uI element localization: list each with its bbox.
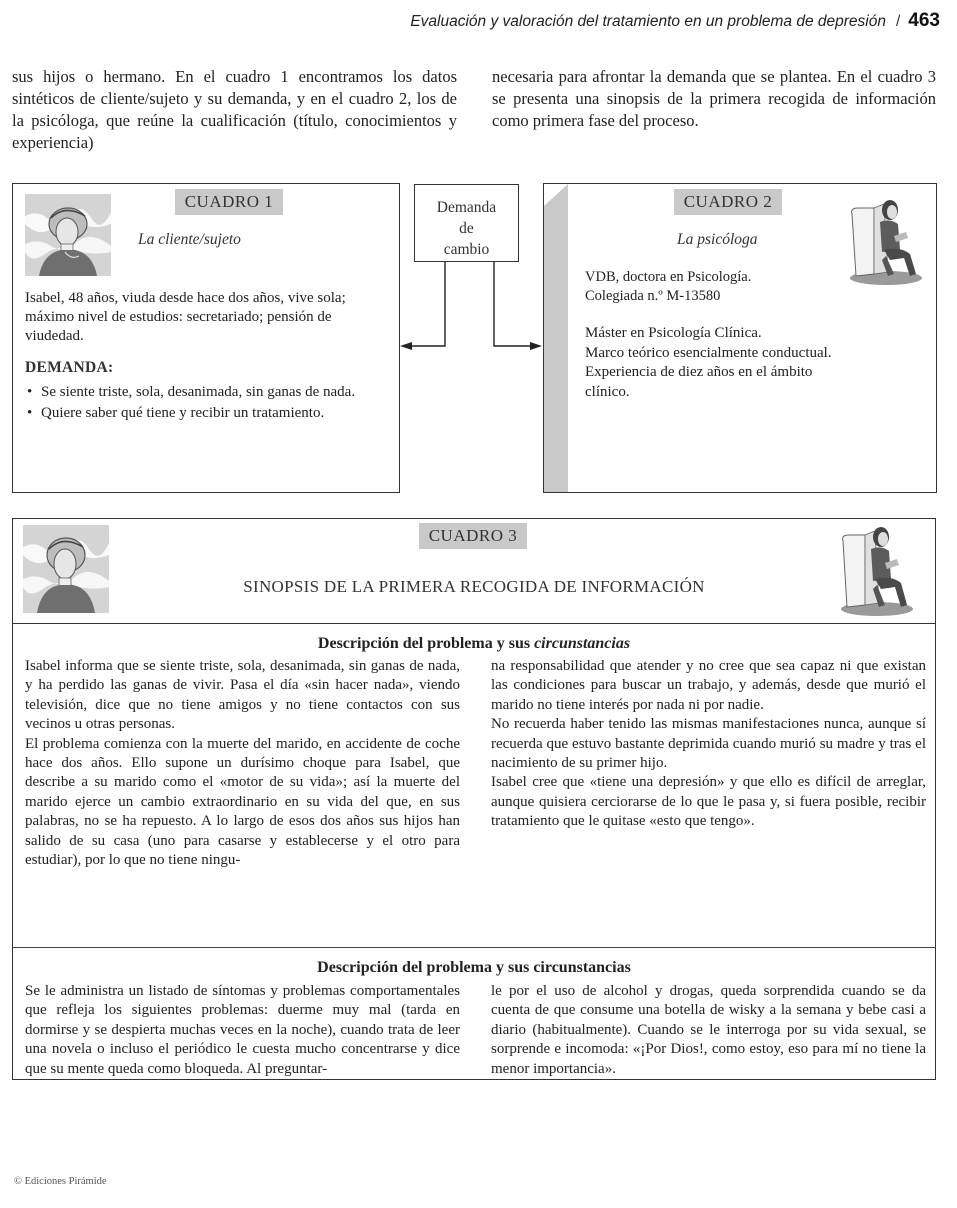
psychologist-registration: Colegiada n.º M-13580	[585, 288, 721, 304]
intro-right-text: necesaria para afrontar la demanda que se plantea. En el cuadro 3 se presenta una sinopsis de la primera recogida de información como primera fase del proceso.	[492, 67, 936, 130]
demanda-de-cambio-box	[414, 184, 519, 262]
section-1-right-column	[491, 657, 926, 832]
right-arrowhead-icon	[530, 342, 542, 350]
running-header-separator: /	[895, 13, 901, 30]
section-1-paragraph: Isabel cree que «tiene una depresión» y que ello es difícil de arreglar, aunque quisiera cerciorarse de lo que le pasa y, si fuera posible, recibir tratamiento que le quitase «esto que tengo».	[491, 774, 926, 830]
section-2-paragraph: Se le administra un listado de síntomas y problemas comportamentales que refleja los siguientes problemas: duerme muy mal (tarda en dormirse y se despierta muchas veces en la noche), cuando trata de leer una novela o incluso el periódico le cuesta mucho concentrarse y dice que su mente queda como bloqueda. Al preguntar-	[25, 983, 460, 1077]
left-connector-line	[406, 262, 445, 346]
section-1-paragraph: El problema comienza con la muerte del marido, en accidente de coche hace dos años. Ello supone un durísimo choque para Isabel, que describe a su marido como el «motor de su vida»; así la muerte del marido ejerce un cambio extraordinario en su vida del que, en sus palabras, no se ha repuesto. A lo largo de esos dos años sus hijos han salido de su casa (uno para casarse y establecerse y el otro para estudiar), por lo que no tiene ningu-	[25, 735, 460, 869]
section-1-title	[13, 635, 935, 653]
section-2-left-column	[25, 982, 460, 1079]
section-2-right-column	[491, 982, 926, 1079]
intro-left-column	[12, 66, 457, 154]
running-header-title: Evaluación y valoración del tratamiento en un problema de depresión	[410, 13, 886, 30]
demand-connector-arrows	[400, 260, 545, 360]
cuadro-2-label: CUADRO 2	[674, 189, 782, 215]
section-1-title-text: Descripción del problema y sus	[317, 635, 535, 652]
cuadro-3-label: CUADRO 3	[419, 523, 527, 549]
section-1-paragraph: Isabel informa que se siente triste, sola, desanimada, sin ganas de nada, y ha perdido las ganas de vivir. Pasa el día «sin hacer nada», viendo televisión, dice que no tiene amigos y no tiene contactos con sus vecinos u otras personas.	[25, 658, 460, 733]
cuadro-2-shade-corner	[544, 184, 568, 206]
demanda-line-2: de	[459, 220, 474, 237]
cuadro-3-header	[13, 519, 935, 624]
psychologist-framework: Marco teórico esencialmente conductual.	[585, 344, 832, 361]
running-header	[300, 10, 940, 32]
section-1-paragraph: na responsabilidad que atender y no cree que sea capaz ni que existan las condiciones para buscar un trabajo, y además, desde que murió el marido no tiene interés por nada ni por nadie.	[491, 658, 926, 713]
demanda-list	[25, 383, 385, 423]
psychologist-portrait-icon	[844, 194, 924, 286]
psychologist-portrait-icon	[835, 521, 915, 617]
cuadro-1-subtitle: La cliente/sujeto	[138, 231, 241, 248]
section-1-paragraph: No recuerda haber tenido las mismas manifestaciones nunca, aunque sí recuerda que estuvo bastante deprimida cuando murió su madre y tras el nacimiento de su primer hijo.	[491, 716, 926, 772]
synopsis-title: SINOPSIS DE LA PRIMERA RECOGIDA DE INFORMACIÓN	[243, 577, 705, 596]
intro-left-text: sus hijos o hermano. En el cuadro 1 encontramos los datos sintéticos de cliente/sujeto y su demanda, y en el cuadro 2, los de la psicóloga, que reúne la cualificación (título, conocimientos y experiencia)	[12, 67, 457, 152]
client-portrait-icon	[25, 194, 111, 276]
cuadro-1-body	[25, 289, 385, 425]
psychologist-experience: Experiencia de diez años en el ámbito clínico.	[585, 364, 813, 400]
demanda-line-1: Demanda	[436, 199, 497, 216]
demanda-item: • Se siente triste, sola, desanimada, sin ganas de nada.	[25, 383, 385, 402]
section-1-title-italic: circunstancias	[534, 635, 631, 652]
cuadro-1-box	[12, 183, 400, 493]
client-portrait-icon	[23, 525, 109, 613]
psychologist-credential: VDB, doctora en Psicología.	[585, 269, 752, 285]
section-2-title: Descripción del problema y sus circunstancias	[317, 959, 631, 976]
cuadro-2-body	[585, 268, 845, 402]
cuadro-1-label: CUADRO 1	[175, 189, 283, 215]
demanda-heading: DEMANDA:	[25, 359, 114, 376]
client-description: Isabel, 48 años, viuda desde hace dos años, vive sola; máximo nivel de estudios: secretariado; pensión de viudedad.	[25, 290, 346, 344]
page-number: 463	[908, 10, 940, 31]
intro-right-column	[492, 66, 936, 132]
demanda-line-3: cambio	[443, 241, 490, 258]
section-2-paragraph: le por el uso de alcohol y drogas, queda sorprendida cuando se da cuenta de que consume una botella de wisky a la semana y bebe casi a diario (habitualmente). Cuando se le interroga por su vida sexual, se sorprende e incomoda: «¡Por Dios!, como estoy, eso para mí no tiene la menor importancia».	[491, 983, 926, 1077]
section-divider	[13, 947, 935, 948]
demanda-item: • Quiere saber qué tiene y recibir un tratamiento.	[25, 404, 385, 423]
cuadro-2-subtitle: La psicóloga	[677, 231, 758, 248]
section-1-left-column	[25, 657, 460, 870]
right-connector-line	[494, 262, 534, 346]
cuadro-3-box	[12, 518, 936, 1080]
psychologist-qualification: Máster en Psicología Clínica.	[585, 325, 762, 341]
left-arrowhead-icon	[400, 342, 412, 350]
cuadro-2-box	[543, 183, 937, 493]
cuadro-2-side-shade	[544, 184, 568, 492]
publisher-credit: © Ediciones Pirámide	[14, 1176, 107, 1187]
